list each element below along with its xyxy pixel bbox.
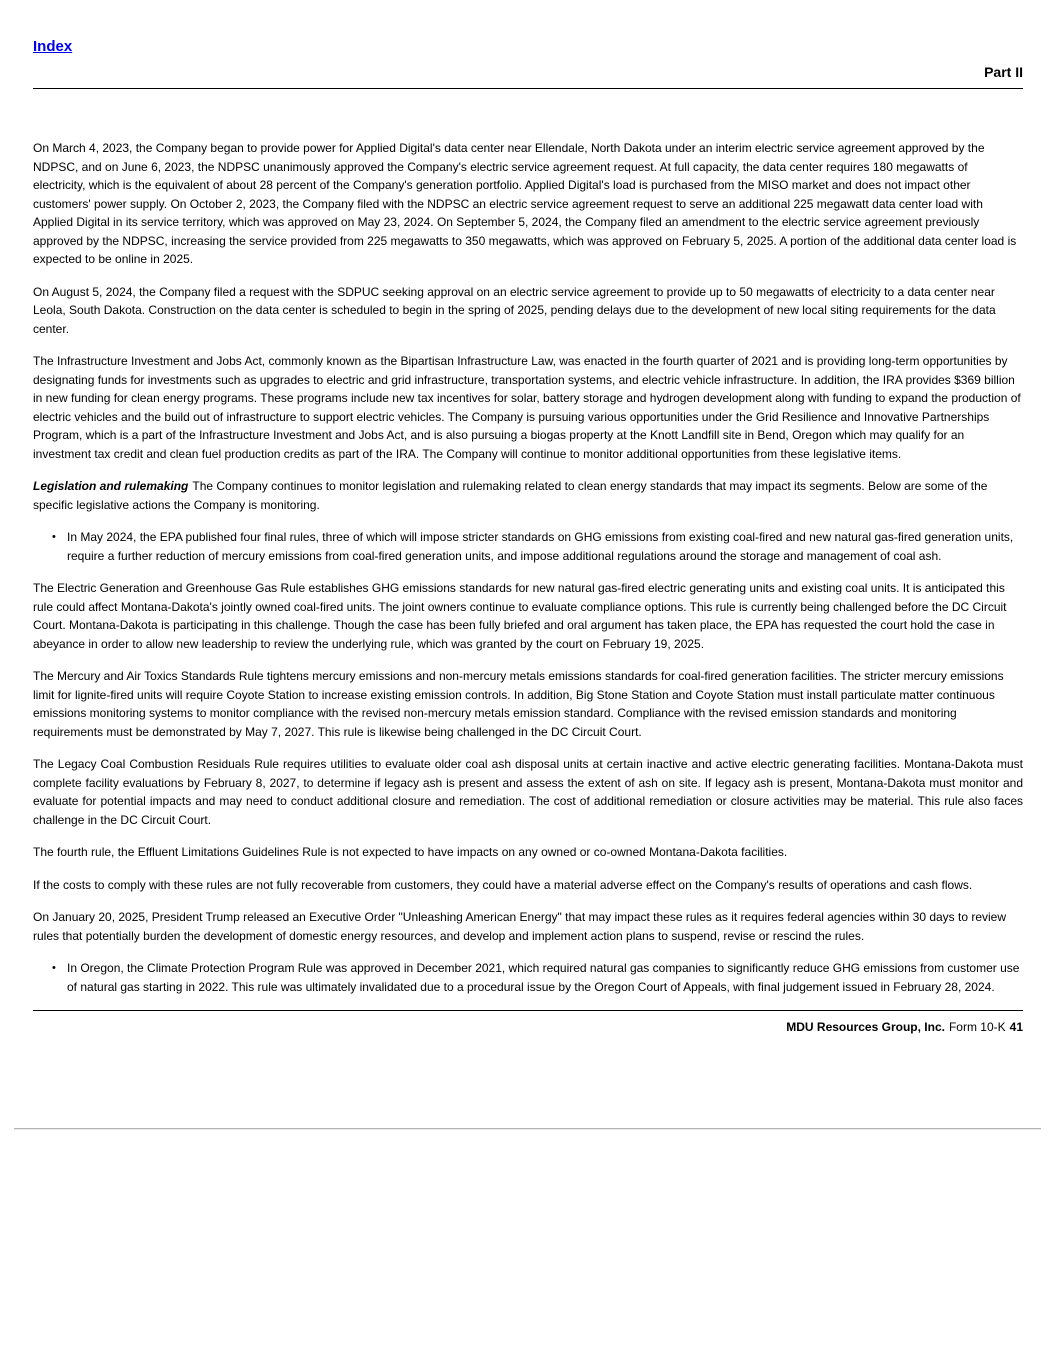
index-link[interactable]: Index bbox=[33, 38, 73, 55]
footer-form-label: Form 10-K bbox=[948, 1020, 1006, 1034]
header bbox=[33, 38, 1023, 56]
header-divider bbox=[33, 88, 1023, 89]
subparagraph-ghg-rule: The Electric Generation and Greenhouse Gas Rule establishes GHG emissions standards for new natural gas-fired electric generating units and existing coal units. It is anticipated this rule could affect Montana-Dakota's jointly owned coal-fired units. The joint owners continue to evaluate compliance options. This rule is currently being challenged before the DC Circuit Court. Montana-Dakota is participating in this challenge. Though the case has been fully briefed and oral argument has taken place, the EPA has requested the court hold the case in abeyance in order to allow new leadership to review the underlying rule, which was granted by the court on February 19, 2025. bbox=[33, 581, 1007, 651]
footer-page-number: 41 bbox=[1009, 1020, 1023, 1034]
paragraph-infrastructure-act: The Infrastructure Investment and Jobs Act, commonly known as the Bipartisan Infrastructure Law, was enacted in the fourth quarter of 2021 and is providing long-term opportunities by designating funds for investments such as upgrades to electric and grid infrastructure, transportation systems, and electric vehicle infrastructure. In addition, the IRA provides $369 billion in new funding for clean energy programs. These programs include new tax incentives for solar, battery storage and hydrogen development along with funding to expand the production of electric vehicles and the build out of infrastructure to support electric vehicles. The Company is pursuing various opportunities under the Grid Resilience and Innovative Partnerships Program, which is a part of the Infrastructure Investment and Jobs Act, and is also pursuing a biogas property at the Knott Landfill site in Bend, Oregon which may qualify for an investment tax credit and clean fuel production credits as part of the IRA. The Company will continue to monitor additional opportunities from these legislative items. bbox=[33, 354, 1021, 461]
subparagraph-cost-recovery: If the costs to comply with these rules are not fully recoverable from customers, they could have a material adverse effect on the Company's results of operations and cash flows. bbox=[33, 877, 973, 892]
part-heading: Part II bbox=[984, 64, 1023, 80]
document-body bbox=[33, 139, 1023, 996]
paragraph-sdpuc-request: On August 5, 2024, the Company filed a request with the SDPUC seeking approval on an electric service agreement to provide up to 50 megawatts of electricity to a data center near Leola, South Dakota. Construction on the data center is scheduled to begin in the spring of 2025, pending delays due to the development of new local siting requirements for the data center. bbox=[33, 284, 996, 336]
bullet-oregon-cpp-text: In Oregon, the Climate Protection Program Rule was approved in December 2021, which required natural gas companies to significantly reduce GHG emissions from customer use of natural gas starting in 2022. This rule was ultimately invalidated due to a procedural issue by the Oregon Court of Appeals, with final judgement issued in February 28, 2024. bbox=[67, 961, 1020, 994]
subparagraph-effluent-rule: The fourth rule, the Effluent Limitations Guidelines Rule is not expected to have impacts on any owned or co-owned Montana-Dakota facilities. bbox=[33, 845, 788, 859]
bullet-icon: • bbox=[52, 531, 56, 543]
bullet-epa-rules bbox=[33, 528, 1023, 565]
bullet-icon: • bbox=[52, 962, 56, 974]
bullet-oregon-cpp bbox=[33, 959, 1023, 996]
footer bbox=[33, 1020, 1023, 1035]
bullet-epa-rules-text: In May 2024, the EPA published four final rules, three of which will impose stricter standards on GHG emissions from existing coal-fired and new natural gas-fired generation units, require a further reduction of mercury emissions from coal-fired generation units, and impose additional regulations around the storage and management of coal ash. bbox=[67, 530, 1014, 563]
footer-company-name: MDU Resources Group, Inc. bbox=[786, 1020, 945, 1034]
legislation-intro-text: The Company continues to monitor legislation and rulemaking related to clean energy standards that may impact its segments. Below are some of the specific legislative actions the Company is monitoring. bbox=[33, 479, 988, 512]
subparagraph-executive-order: On January 20, 2025, President Trump released an Executive Order "Unleashing American Energy" that may impact these rules as it requires federal agencies within 30 days to review rules that potentially burden the development of domestic energy resources, and develop and implement action plans to suspend, revise or rescind the rules. bbox=[33, 910, 1007, 943]
page-bottom-divider bbox=[14, 1128, 1041, 1130]
paragraph-applied-digital: On March 4, 2023, the Company began to provide power for Applied Digital's data center near Ellendale, North Dakota under an interim electric service agreement approved by the NDPSC, and on June 6, 2023, the NDPSC unanimously approved the Company's electric service agreement request. At full capacity, the data center requires 180 megawatts of electricity, which is the equivalent of about 28 percent of the Company's generation portfolio. Applied Digital's load is purchased from the MISO market and does not impact other customers' power supply. On October 2, 2023, the Company filed with the NDPSC an electric service agreement request to serve an additional 225 megawatt data center load with Applied Digital in its service territory, which was approved on May 23, 2024. On September 5, 2024, the Company filed an amendment to the electric service agreement previously approved by the NDPSC, increasing the service provided from 225 megawatts to 350 megawatts, which was approved on February 5, 2025. A portion of the additional data center load is expected to be online in 2025. bbox=[33, 141, 1017, 266]
subparagraph-mercury-rule: The Mercury and Air Toxics Standards Rule tightens mercury emissions and non-mercury metals emissions standards for coal-fired generation facilities. The stricter mercury emissions limit for lignite-fired units will require Coyote Station to increase existing emission controls. In addition, Big Stone Station and Coyote Station must install particulate matter continuous emissions monitoring systems to monitor compliance with the revised non-mercury metals emission standard. Compliance with the revised emission standards and monitoring requirements must be demonstrated by May 7, 2027. This rule is likewise being challenged in the DC Circuit Court. bbox=[33, 669, 1004, 739]
paragraph-legislation-intro bbox=[33, 477, 1023, 514]
footer-divider bbox=[33, 1010, 1023, 1011]
subparagraph-legacy-coal-rule: The Legacy Coal Combustion Residuals Rule requires utilities to evaluate older coal ash disposal units at certain inactive and active electric generating facilities. Montana-Dakota must complete facility evaluations by February 8, 2027, to determine if legacy ash is present and assess the extent of ash on site. If legacy ash is present, Montana-Dakota must monitor and evaluate for potential impacts and may need to conduct additional closure and remediation. The cost of additional remediation or closure activities may be material. This rule also faces challenge in the DC Circuit Court. bbox=[33, 757, 1023, 827]
legislation-lead-in: Legislation and rulemaking bbox=[33, 479, 189, 493]
